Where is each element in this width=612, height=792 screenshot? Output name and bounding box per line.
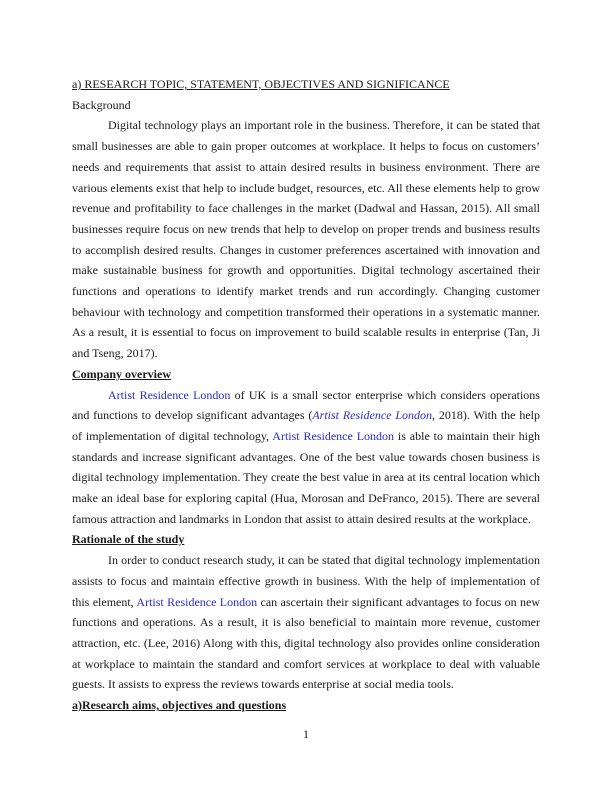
company-overview-heading: Company overview [72,366,171,381]
company-citation-link[interactable]: Artist Residence London [312,408,432,423]
company-overview-paragraph: Artist Residence London of UK is a small sector enterprise which considers operations and functions to develop significant advantages (Artist Residence London, 2018). With the help of implementation of digital technology, Artist Residence London is able to maintain their high standards and increase significant advantages. One of the best value towards chosen business is digital technology implementation. They create the best value in area at its central location which make an ideal base for exploring capital (Hua, Morosan and DeFranco, 2015). There are several famous attraction and landmarks in London that assist to attain desired results at the workplace. [72,387,540,526]
background-label: Background [72,97,131,112]
page-number: 1 [303,727,309,741]
background-paragraph: Digital technology plays an important role in the business. Therefore, it can be stated that small businesses are able to gain proper outcomes at workplace. It helps to focus on customers’ needs and requirements that assist to attain desired results in business environment. There are various elements exist that help to include budget, resources, etc. All these elements help to grow revenue and profitability to face challenges in the market (Dadwal and Hassan, 2015). All small businesses require focus on new trends that help to develop on proper trends and business results to accomplish desired results. Changes in customer preferences ascertained with innovation and make sustainable business for growth and opportunities. Digital technology ascertained their functions and operations to identify market trends and run accordingly. Changing customer behaviour with technology and competition transformed their operations in a systematic manner. As a result, it is essential to focus on improvement to build scalable results in enterprise (Tan, Ji and Tseng, 2017). [72,118,540,361]
research-aims-heading: a)Research aims, objectives and questions [72,698,287,713]
company-link[interactable]: Artist Residence London [272,428,395,443]
rationale-heading: Rationale of the study [72,532,185,547]
company-link[interactable]: Artist Residence London [136,594,258,609]
rationale-paragraph: In order to conduct research study, it can be stated that digital technology implementation assists to focus and maintain effective growth in business. With the help of implementation of this element, Artist Residence London can ascertain their significant advantages to focus on new functions and operations. As a result, it is also beneficial to maintain more revenue, customer attraction, etc. (Lee, 2016) Along with this, digital technology also provides online consideration at workplace to maintain the standard and comfort services at workplace to deal with valuable guests. It assists to express the reviews towards enterprise at social media tools. [72,553,541,692]
company-link[interactable]: Artist Residence London [108,387,231,402]
page-content [72,74,540,716]
section-title: a) RESEARCH TOPIC, STATEMENT, OBJECTIVES AND SIGNIFICANCE [72,77,450,91]
